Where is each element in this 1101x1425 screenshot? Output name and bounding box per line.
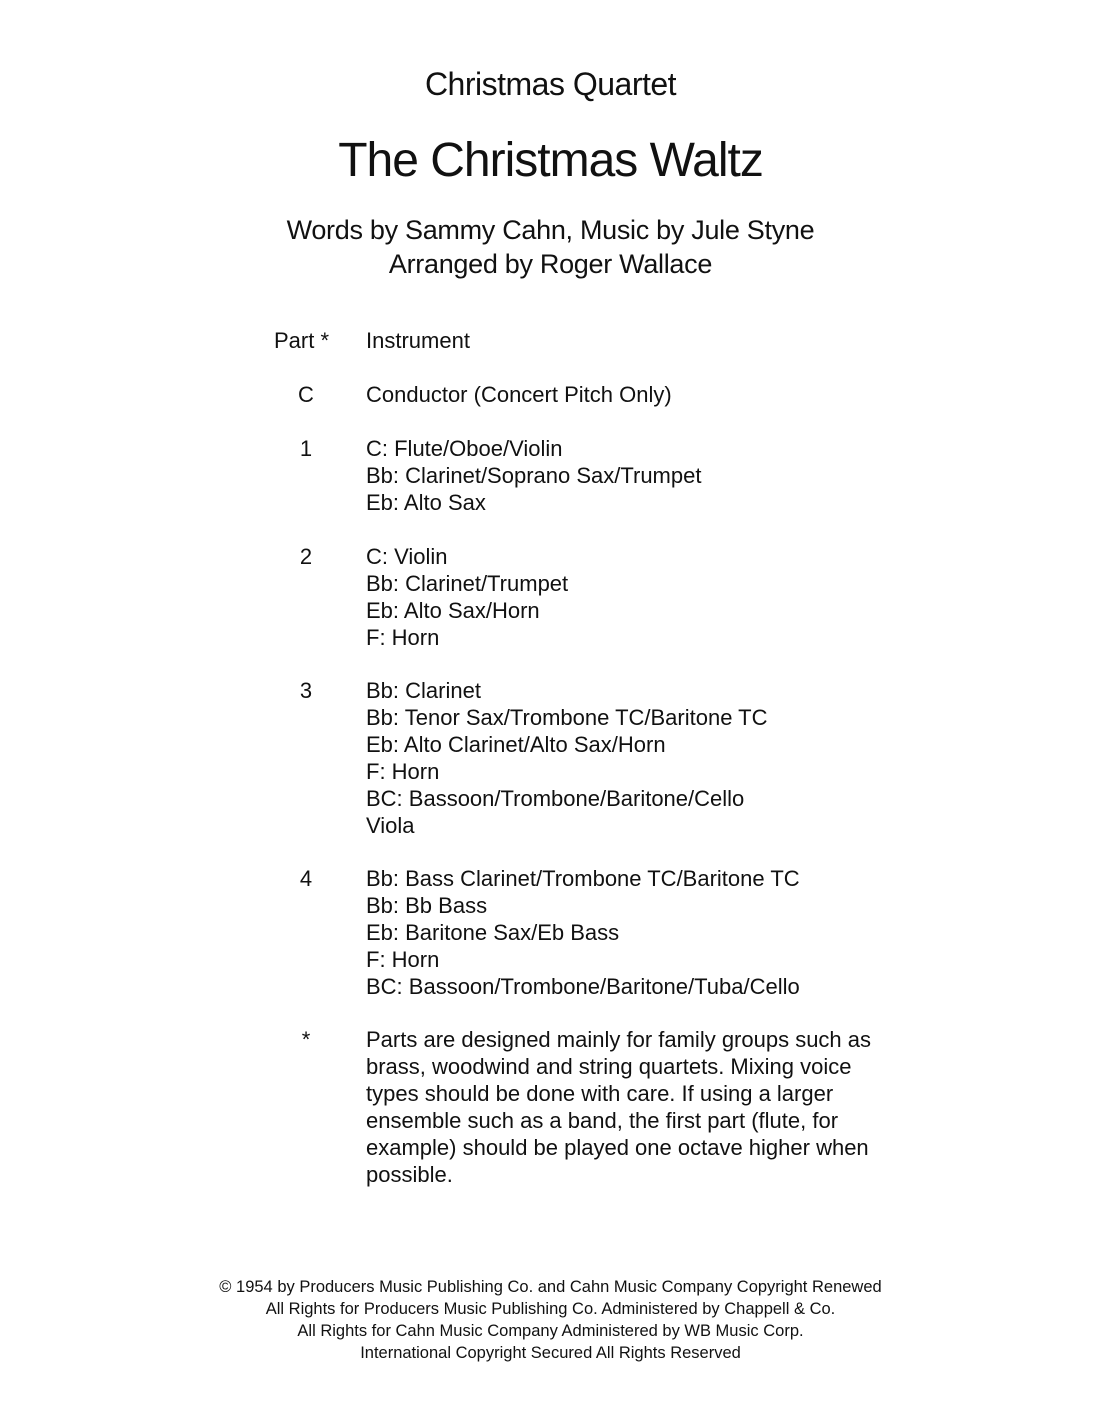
instrument-line: Conductor (Concert Pitch Only) [366, 382, 672, 407]
part-number: C [298, 382, 314, 407]
instrument-line: Eb: Alto Sax/Horn [366, 598, 540, 623]
instrument-line: Bb: Clarinet [366, 678, 481, 703]
note-asterisk: * [301, 1027, 311, 1052]
instrument-line: F: Horn [366, 625, 440, 650]
instrument-line: Bb: Bass Clarinet/Trombone TC/Baritone TC [366, 866, 800, 891]
part-column-header: Part * [274, 328, 330, 353]
instrument-line: Bb: Bb Bass [366, 893, 488, 918]
instrument-line: F: Horn [366, 759, 440, 784]
composer-credit: Words by Sammy Cahn, Music by Jule Styne [286, 215, 815, 245]
instrument-line: Viola [366, 813, 415, 838]
note-line: brass, woodwind and string quartets. Mixing voice [366, 1054, 852, 1079]
instrument-line: Bb: Clarinet/Trumpet [366, 571, 569, 596]
instrument-line: F: Horn [366, 947, 440, 972]
instrument-line: Eb: Alto Sax [366, 490, 486, 515]
note-line: example) should be played one octave higher when [366, 1135, 869, 1160]
copyright-line: International Copyright Secured All Rights Reserved [360, 1344, 741, 1362]
instrument-line: Bb: Tenor Sax/Trombone TC/Baritone TC [366, 705, 768, 730]
arranger-credit: Arranged by Roger Wallace [388, 249, 713, 279]
instrument-line: C: Violin [366, 544, 448, 569]
instrument-line: Eb: Alto Clarinet/Alto Sax/Horn [366, 732, 666, 757]
note-line: ensemble such as a band, the first part (flute, for [366, 1108, 839, 1133]
part-number: 1 [299, 436, 313, 461]
part-number: 3 [299, 678, 313, 703]
copyright-line: © 1954 by Producers Music Publishing Co. and Cahn Music Company Copyright Renewed [219, 1278, 882, 1296]
note-line: possible. [366, 1162, 453, 1187]
copyright-line: All Rights for Producers Music Publishing Co. Administered by Chappell & Co. [265, 1300, 836, 1318]
series-title: Christmas Quartet [424, 66, 677, 102]
song-title: The Christmas Waltz [338, 134, 763, 187]
instrument-line: Bb: Clarinet/Soprano Sax/Trumpet [366, 463, 702, 488]
instrument-column-header: Instrument [366, 328, 470, 353]
note-line: types should be done with care. If using a larger [366, 1081, 834, 1106]
instrument-line: BC: Bassoon/Trombone/Baritone/Cello [366, 786, 745, 811]
copyright-line: All Rights for Cahn Music Company Administered by WB Music Corp. [297, 1322, 804, 1340]
copyright-notice [0, 1276, 1101, 1364]
instrument-line: Eb: Baritone Sax/Eb Bass [366, 920, 620, 945]
part-number: 2 [299, 544, 313, 569]
note-line: Parts are designed mainly for family groups such as [366, 1027, 872, 1052]
instrument-line: BC: Bassoon/Trombone/Baritone/Tuba/Cello [366, 974, 800, 999]
part-number: 4 [299, 866, 313, 891]
arrangement-note [366, 1026, 896, 1188]
instrument-line: C: Flute/Oboe/Violin [366, 436, 563, 461]
